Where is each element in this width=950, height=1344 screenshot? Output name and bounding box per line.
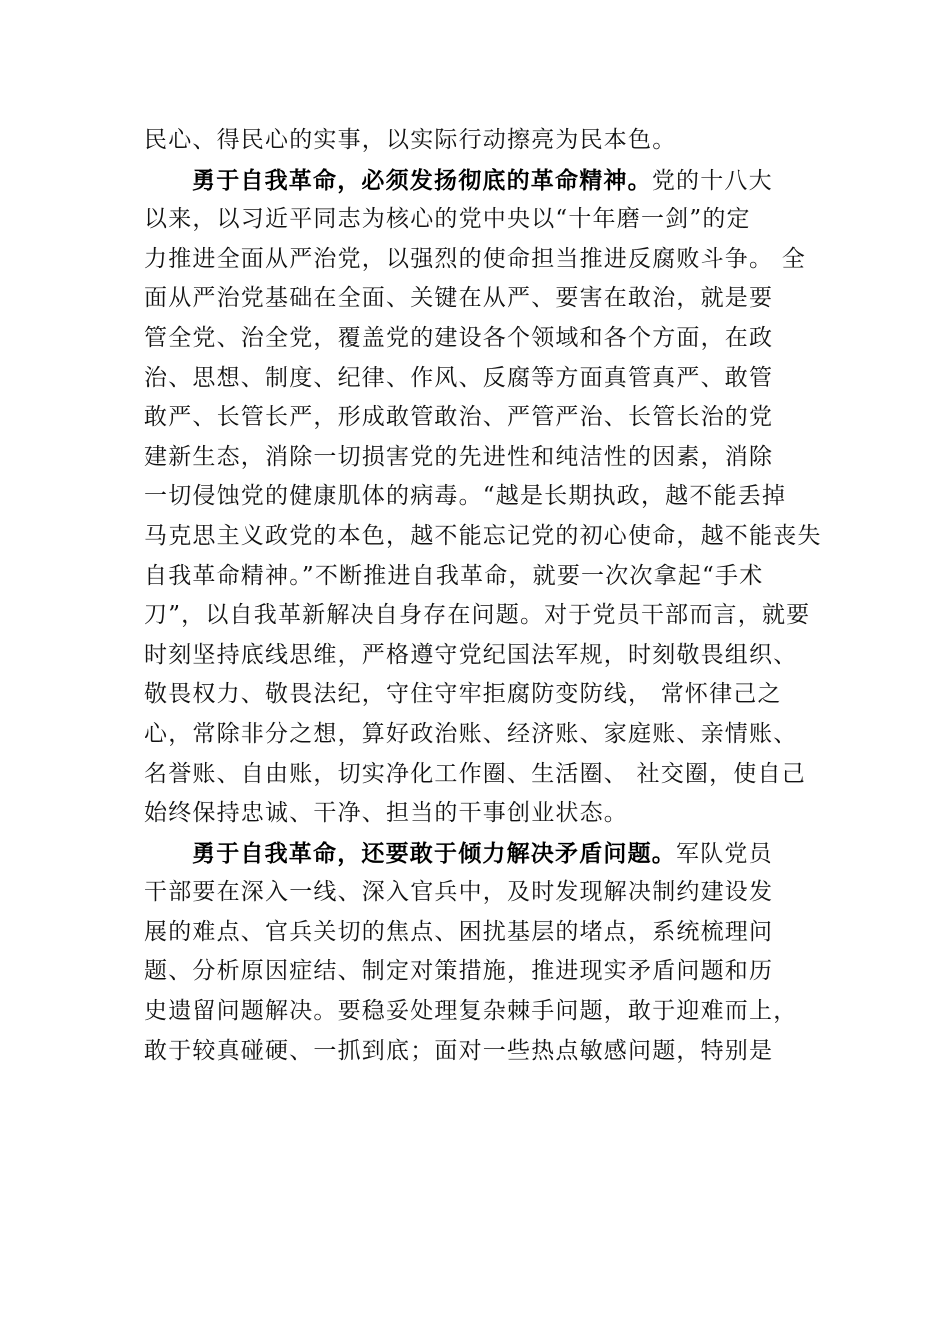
text-line [144, 755, 824, 795]
text-run: 始终保持忠诚、干净、担当的干事创业状态。 [144, 800, 628, 827]
text-line [144, 636, 824, 676]
text-run: 干部要在深入一线、深入官兵中，及时发现解决制约建设发 [144, 879, 774, 906]
text-run: 敢严、长管长严，形成敢管敢治、严管严治、长管长治的党 [144, 404, 774, 431]
text-line [144, 675, 824, 715]
text-run: 敢于较真碰硬、一抓到底；面对一些热点敏感问题，特别是 [144, 1037, 774, 1064]
text-line [144, 873, 824, 913]
text-run: 力推进全面从严治党，以强烈的使命担当推进反腐败斗争。 全 [144, 245, 806, 272]
text-line [144, 834, 824, 874]
text-run: 军队党员 [676, 840, 773, 867]
text-run: 一切侵蚀党的健康肌体的病毒。“越是长期执政，越不能丢掉 [144, 483, 787, 510]
text-run: 时刻坚持底线思维，严格遵守党纪国法军规，时刻敬畏组织、 [144, 641, 798, 668]
text-line [144, 715, 824, 755]
text-run: 史遗留问题解决。要稳妥处理复杂棘手问题，敢于迎难而上， [144, 998, 798, 1025]
body-text [144, 121, 824, 1071]
text-run: 管全党、治全党，覆盖党的建设各个领域和各个方面，在政 [144, 324, 774, 351]
text-run: 自我革命精神。”不断推进自我革命，就要一次次拿起“手术 [144, 562, 764, 589]
text-run: 心，常除非分之想，算好政治账、经济账、家庭账、亲情账、 [144, 720, 798, 747]
text-run: 刀”，以自我革新解决自身存在问题。对于党员干部而言，就要 [144, 602, 811, 629]
text-run: 马克思主义政党的本色，越不能忘记党的初心使命，越不能丧失 [144, 522, 822, 549]
text-line [144, 319, 824, 359]
text-line [144, 794, 824, 834]
text-run: 建新生态，消除一切损害党的先进性和纯洁性的因素，消除 [144, 443, 774, 470]
text-line [144, 596, 824, 636]
text-run: 治、思想、制度、纪律、作风、反腐等方面真管真严、敢管 [144, 364, 774, 391]
text-run: 民心、得民心的实事，以实际行动擦亮为民本色。 [144, 127, 677, 153]
text-line [144, 557, 824, 597]
text-line [144, 398, 824, 438]
text-run: 敬畏权力、敬畏法纪，守住守牢拒腐防变防线， 常怀律己之 [144, 681, 782, 708]
text-line [144, 240, 824, 280]
text-line [144, 279, 824, 319]
text-run: 党的十八大 [651, 167, 773, 194]
text-line [144, 517, 824, 557]
text-line [144, 1032, 824, 1072]
text-line [144, 952, 824, 992]
paragraph-lead-bold: 勇于自我革命，必须发扬彻底的革命精神。 [192, 166, 652, 194]
text-line [144, 359, 824, 399]
text-line [144, 992, 824, 1032]
text-line [144, 161, 824, 201]
text-run: 题、分析原因症结、制定对策措施，推进现实矛盾问题和历 [144, 958, 774, 985]
text-line [144, 200, 824, 240]
text-run: 展的难点、官兵关切的焦点、困扰基层的堵点，系统梳理问 [144, 918, 774, 945]
text-line [144, 438, 824, 478]
paragraph-lead-bold: 勇于自我革命，还要敢于倾力解决矛盾问题。 [192, 839, 676, 867]
text-line [144, 477, 824, 517]
text-run: 以来，以习近平同志为核心的党中央以“十年磨一剑”的定 [144, 206, 751, 233]
text-run: 名誉账、自由账，切实净化工作圈、生活圈、 社交圈，使自己 [144, 760, 806, 787]
text-run: 面从严治党基础在全面、关键在从严、要害在敢治，就是要 [144, 285, 774, 312]
text-line [144, 121, 824, 161]
text-line [144, 913, 824, 953]
